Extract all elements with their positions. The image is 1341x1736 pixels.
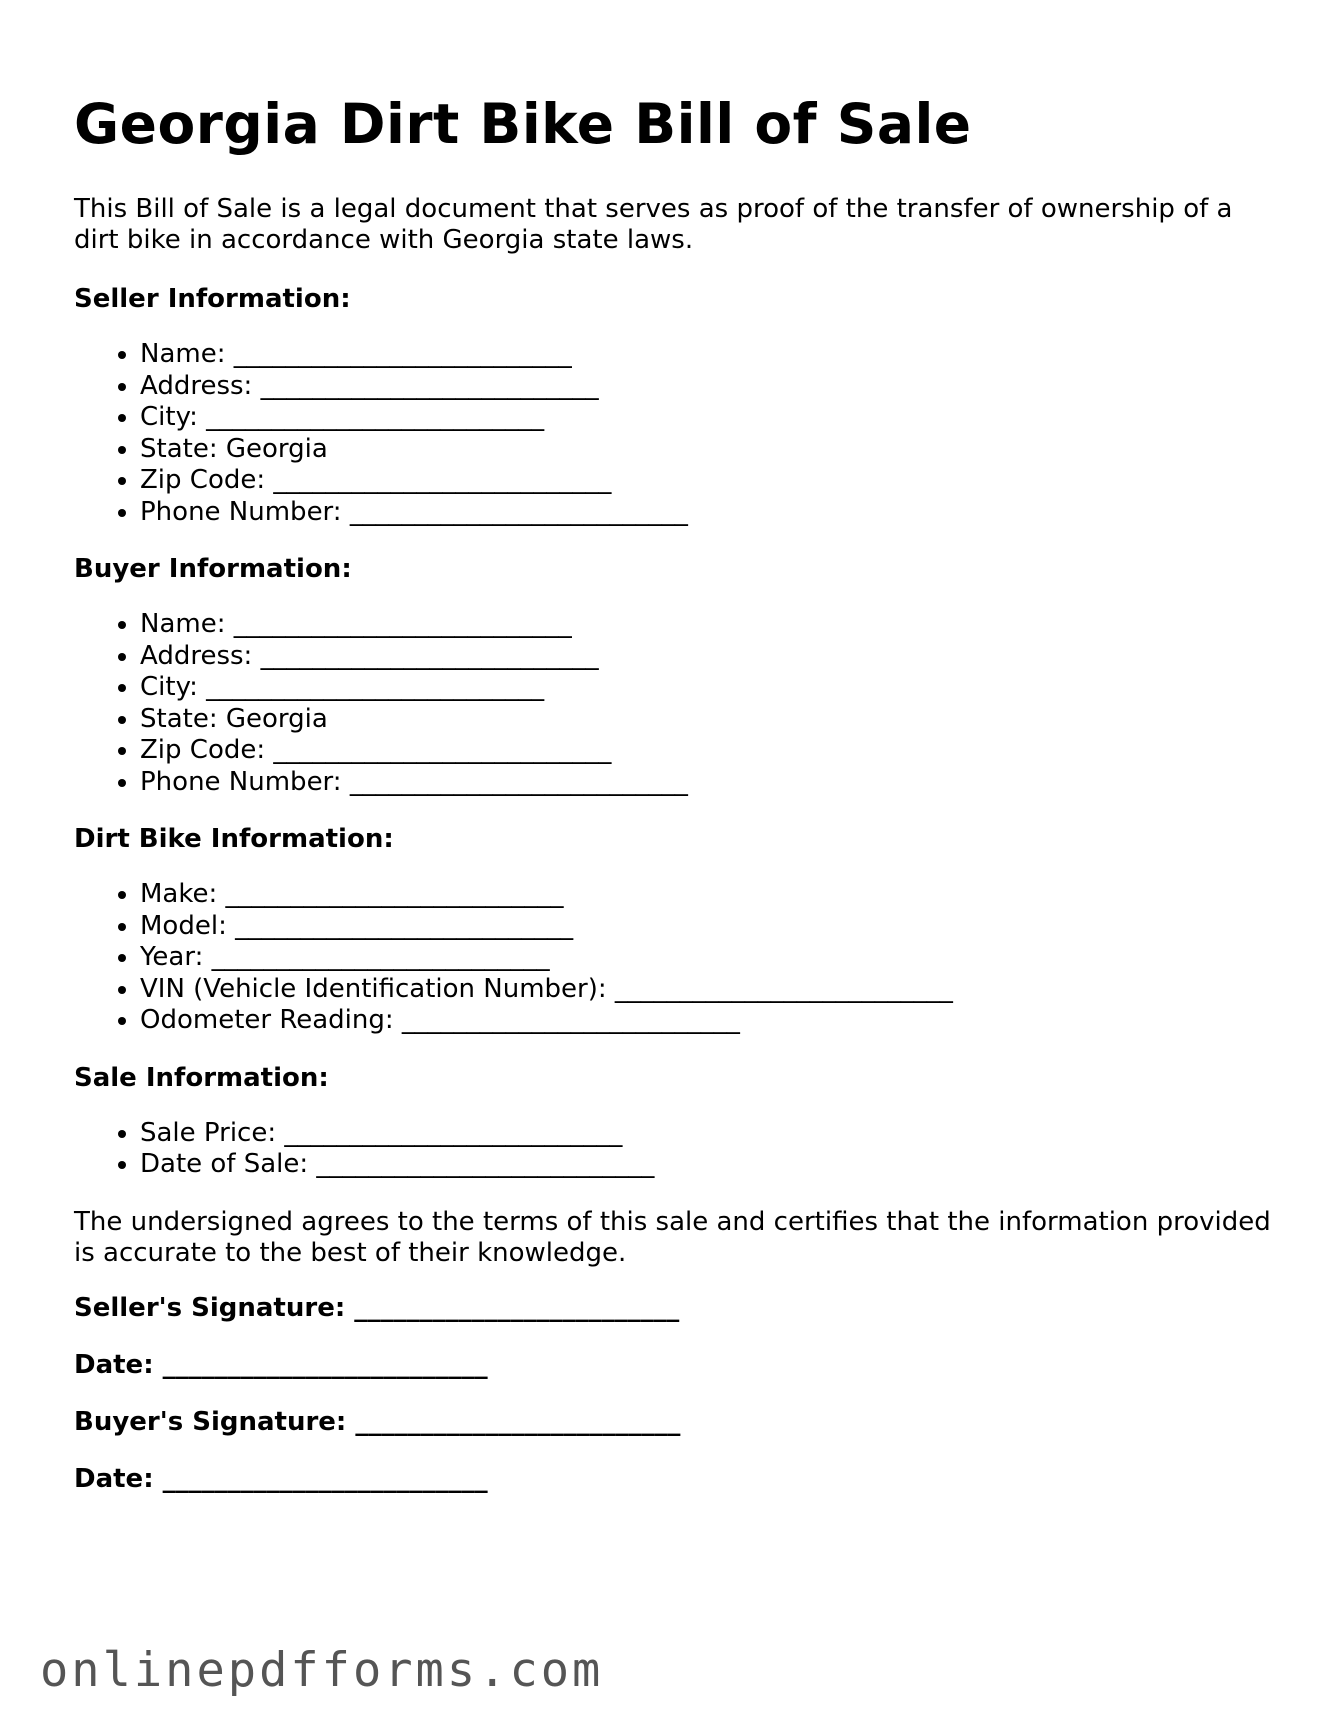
buyer-address-blank[interactable]: __________________________	[260, 640, 599, 671]
buyer-zip-field: • Zip Code: __________________________	[140, 735, 1274, 767]
buyer-name-blank[interactable]: __________________________	[233, 609, 572, 639]
seller-field-list	[74, 339, 1274, 528]
seller-phone-field: • Phone Number: __________________________	[140, 497, 1274, 529]
seller-city-field: • City: __________________________	[140, 402, 1274, 434]
seller-state-value: Georgia	[225, 433, 328, 464]
sale-section-heading: Sale Information:	[74, 1062, 329, 1093]
buyer-phone-field: • Phone Number: __________________________	[140, 767, 1274, 799]
bike-make-field: • Make: __________________________	[140, 879, 1274, 911]
bike-odometer-blank[interactable]: __________________________	[401, 1005, 740, 1035]
intro-paragraph: This Bill of Sale is a legal document that serves as proof of the transfer of ownership of a dirt bike in accordance with Georgia state laws.	[74, 194, 1233, 255]
bike-model-field: • Model: __________________________	[140, 911, 1274, 943]
seller-signature-line: Seller's Signature: _________________________	[74, 1292, 680, 1323]
seller-signature-blank[interactable]: _________________________	[354, 1292, 680, 1323]
seller-date-line: Date: _________________________	[74, 1349, 488, 1380]
buyer-section-heading: Buyer Information:	[74, 554, 352, 584]
sale-date-field: • Date of Sale: __________________________	[140, 1149, 1274, 1181]
buyer-city-blank[interactable]: __________________________	[206, 672, 545, 702]
page-title: Georgia Dirt Bike Bill of Sale	[74, 92, 972, 156]
seller-city-blank[interactable]: __________________________	[206, 402, 545, 432]
buyer-state-value: Georgia	[225, 703, 328, 734]
sale-price-field: • Sale Price: __________________________	[140, 1118, 1274, 1150]
buyer-date-blank[interactable]: _________________________	[162, 1463, 488, 1494]
seller-state-field: • State: Georgia	[140, 434, 1274, 466]
buyer-signature-line: Buyer's Signature: _________________________	[74, 1406, 681, 1437]
seller-name-field: • Name: __________________________	[140, 339, 1274, 371]
sale-date-blank[interactable]: __________________________	[316, 1149, 655, 1179]
document-page	[74, 92, 1274, 1521]
buyer-zip-blank[interactable]: __________________________	[273, 735, 612, 765]
sale-field-list	[74, 1118, 1274, 1181]
bike-odometer-field: • Odometer Reading: __________________________	[140, 1005, 1274, 1037]
buyer-city-field: • City: __________________________	[140, 672, 1274, 704]
sale-price-blank[interactable]: __________________________	[284, 1117, 623, 1148]
seller-address-blank[interactable]: __________________________	[260, 370, 599, 401]
bike-vin-field: • VIN (Vehicle Identification Number): __________________________	[140, 974, 1274, 1006]
seller-zip-field: • Zip Code: __________________________	[140, 465, 1274, 497]
buyer-field-list	[74, 609, 1274, 798]
bike-field-list	[74, 879, 1274, 1037]
bike-section-heading: Dirt Bike Information:	[74, 824, 394, 854]
bike-year-field: • Year: __________________________	[140, 942, 1274, 974]
seller-date-blank[interactable]: _________________________	[162, 1349, 488, 1380]
bike-year-blank[interactable]: __________________________	[211, 942, 550, 972]
watermark: onlinepdfforms.com	[40, 1643, 604, 1698]
buyer-address-field: • Address: __________________________	[140, 641, 1274, 673]
seller-address-field: • Address: __________________________	[140, 371, 1274, 403]
seller-zip-blank[interactable]: __________________________	[273, 465, 612, 495]
seller-phone-blank[interactable]: __________________________	[349, 496, 688, 527]
buyer-name-field: • Name: __________________________	[140, 609, 1274, 641]
buyer-state-field: • State: Georgia	[140, 704, 1274, 736]
seller-name-blank[interactable]: __________________________	[233, 339, 572, 369]
buyer-phone-blank[interactable]: __________________________	[349, 766, 688, 797]
bike-model-blank[interactable]: __________________________	[235, 910, 574, 941]
buyer-date-line: Date: _________________________	[74, 1463, 488, 1494]
bike-vin-blank[interactable]: __________________________	[614, 973, 953, 1004]
seller-section-heading: Seller Information:	[74, 284, 351, 314]
bike-make-blank[interactable]: __________________________	[225, 879, 564, 909]
buyer-signature-blank[interactable]: _________________________	[355, 1406, 681, 1437]
certification-paragraph: The undersigned agrees to the terms of this sale and certifies that the information provided is accurate to the best of their knowledge.	[74, 1206, 1271, 1268]
